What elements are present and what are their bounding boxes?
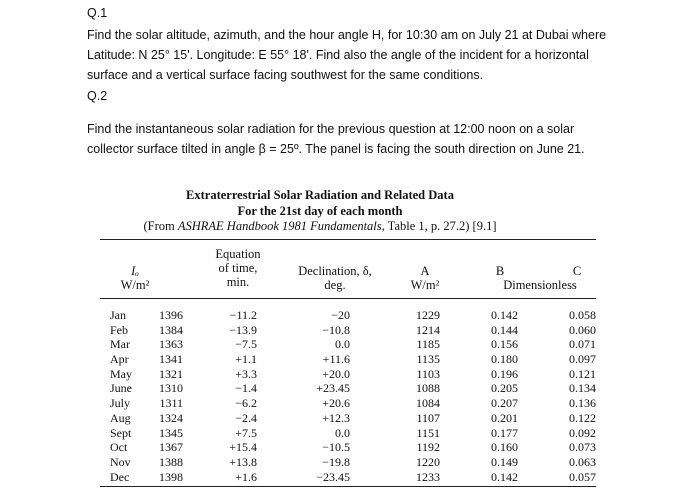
b-cell: 0.180: [491, 352, 518, 367]
b-cell: 0.142: [491, 308, 518, 322]
b-cell: 0.156: [491, 337, 518, 352]
declination-cell: −20: [331, 308, 350, 322]
io-cell: 1398: [159, 469, 183, 484]
month-cell: Oct: [110, 440, 128, 455]
header-eq-l2: of time,: [218, 261, 258, 275]
header-declination: [280, 264, 390, 292]
declination-cell: 0.0: [335, 425, 350, 440]
header-eq-time: [200, 247, 276, 289]
io-cell: 1396: [159, 308, 183, 322]
header-io-unit: W/m²: [120, 278, 150, 292]
b-cell: 0.149: [491, 454, 518, 469]
io-cell: 1324: [159, 410, 183, 425]
c-cell: 0.122: [569, 410, 596, 425]
c-cell: 0.058: [569, 308, 596, 322]
eq-time-cell: +3.3: [235, 366, 257, 381]
eq-time-cell: −13.9: [229, 322, 257, 337]
eq-time-cell: −7.5: [235, 337, 257, 352]
month-cell: Jan: [110, 308, 126, 322]
q2-text: [87, 119, 627, 159]
month-cell: Nov: [110, 454, 131, 469]
io-cell: 1345: [159, 425, 183, 440]
b-cell: 0.201: [491, 410, 518, 425]
declination-cell: +20.0: [322, 366, 350, 381]
eq-time-cell: +1.6: [235, 469, 257, 484]
eq-time-cell: −2.4: [235, 410, 257, 425]
a-cell: 1214: [416, 322, 440, 337]
header-a-l2: W/m²: [410, 278, 440, 292]
declination-cell: +23.45: [316, 381, 350, 396]
month-cell: Feb: [110, 322, 128, 337]
a-cell: 1107: [416, 410, 440, 425]
a-cell: 1185: [416, 337, 440, 352]
a-cell: 1151: [416, 425, 440, 440]
eq-time-column: [215, 308, 257, 484]
month-column: [110, 308, 150, 484]
header-a-l1: A: [420, 264, 430, 278]
eq-time-cell: −11.2: [229, 308, 257, 322]
c-cell: 0.073: [569, 440, 596, 455]
declination-cell: −10.5: [322, 440, 350, 455]
a-cell: 1088: [416, 381, 440, 396]
declination-cell: +11.6: [322, 352, 350, 367]
declination-cell: 0.0: [335, 337, 350, 352]
c-cell: 0.092: [569, 425, 596, 440]
a-cell: 1135: [416, 352, 440, 367]
io-cell: 1321: [159, 366, 183, 381]
q1-line-1: Find the solar altitude, azimuth, and the hour angle H, for 10:30 am on July 21 at Dubai where: [87, 28, 607, 42]
b-cell: 0.196: [491, 366, 518, 381]
c-cell: 0.136: [569, 396, 596, 411]
a-column: [405, 308, 440, 484]
c-column: [556, 308, 596, 484]
header-decl-l2: deg.: [324, 278, 346, 292]
month-cell: Dec: [110, 469, 130, 484]
month-cell: July: [110, 396, 131, 411]
month-cell: May: [110, 366, 132, 381]
header-io: [110, 264, 160, 292]
a-cell: 1084: [416, 396, 440, 411]
table-source: (From ASHRAE Handbook 1981 Fundamentals, Table 1, p. 27.2) [9.1]: [143, 219, 497, 233]
io-cell: 1367: [159, 440, 183, 455]
month-cell: Aug: [110, 410, 131, 425]
header-a: [400, 264, 450, 292]
q2-heading: Q.2: [87, 89, 108, 103]
table-header-rule: [100, 298, 596, 299]
b-cell: 0.144: [491, 322, 518, 337]
b-cell: 0.160: [491, 440, 518, 455]
month-cell: Mar: [110, 337, 130, 352]
eq-time-cell: +15.4: [229, 440, 257, 455]
a-cell: 1229: [416, 308, 440, 322]
c-cell: 0.121: [569, 366, 596, 381]
eq-time-cell: +1.1: [235, 352, 257, 367]
header-dimensionless: Dimensionless: [503, 278, 577, 292]
io-cell: 1384: [159, 322, 183, 337]
c-cell: 0.063: [569, 454, 596, 469]
a-cell: 1233: [416, 469, 440, 484]
table-subtitle: For the 21st day of each month: [237, 204, 403, 218]
c-cell: 0.134: [569, 381, 596, 396]
b-cell: 0.207: [491, 396, 518, 411]
header-io-symbol: Iₒ: [131, 264, 139, 278]
declination-cell: +12.3: [322, 410, 350, 425]
io-cell: 1363: [159, 337, 183, 352]
io-cell: 1388: [159, 454, 183, 469]
eq-time-cell: +7.5: [235, 425, 257, 440]
b-cell: 0.205: [491, 381, 518, 396]
declination-cell: −19.8: [322, 454, 350, 469]
declination-column: [305, 308, 350, 484]
header-decl-l1: Declination, δ,: [298, 264, 372, 278]
c-cell: 0.060: [569, 322, 596, 337]
io-column: [145, 308, 183, 484]
q1-line-2: Latitude: N 25° 15'. Longitude: E 55° 18'. Find also the angle of the incident for a horizontal: [87, 48, 589, 62]
q1-text: [87, 25, 627, 85]
a-cell: 1192: [416, 440, 440, 455]
table-top-rule: [100, 239, 596, 240]
b-column: [478, 308, 518, 484]
declination-cell: +20.6: [322, 396, 350, 411]
a-cell: 1103: [416, 366, 440, 381]
q2-line-1: Find the instantaneous solar radiation for the previous question at 12:00 noon on a solar: [87, 122, 575, 136]
c-cell: 0.097: [569, 352, 596, 367]
eq-time-cell: −1.4: [235, 381, 257, 396]
table-title: Extraterrestrial Solar Radiation and Related Data: [186, 188, 454, 202]
c-cell: 0.057: [569, 469, 596, 484]
table-bottom-rule: [100, 486, 596, 487]
c-cell: 0.071: [569, 337, 596, 352]
b-cell: 0.142: [491, 469, 518, 484]
b-cell: 0.177: [491, 425, 518, 440]
header-c: C: [572, 264, 582, 278]
a-cell: 1220: [416, 454, 440, 469]
eq-time-cell: +13.8: [229, 454, 257, 469]
header-b: B: [495, 264, 505, 278]
month-cell: June: [110, 381, 132, 396]
io-cell: 1310: [159, 381, 183, 396]
q2-line-2: collector surface tilted in angle β = 25º. The panel is facing the south direction on June 21.: [87, 142, 585, 156]
q1-line-3: surface and a vertical surface facing southwest for the same conditions.: [87, 68, 484, 82]
header-eq-l1: Equation: [215, 247, 261, 261]
q1-heading: Q.1: [87, 6, 108, 20]
declination-cell: −10.8: [322, 322, 350, 337]
io-cell: 1311: [159, 396, 183, 411]
eq-time-cell: −6.2: [235, 396, 257, 411]
declination-cell: −23.45: [316, 469, 350, 484]
month-cell: Apr: [110, 352, 129, 367]
header-eq-l3: min.: [226, 275, 250, 289]
month-cell: Sept: [110, 425, 132, 440]
io-cell: 1341: [159, 352, 183, 367]
